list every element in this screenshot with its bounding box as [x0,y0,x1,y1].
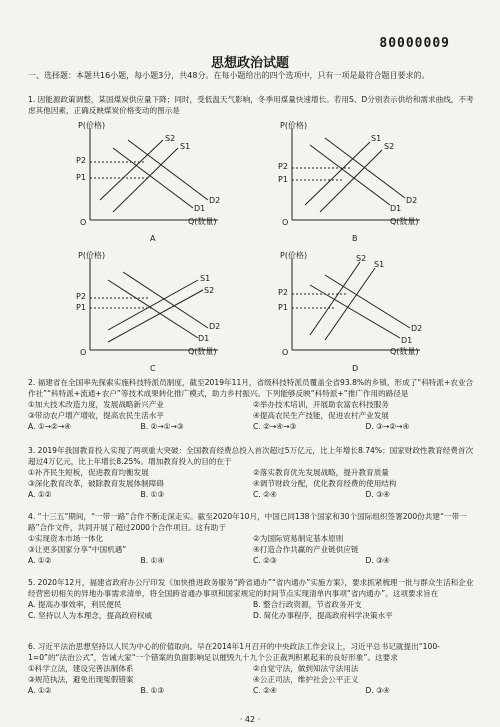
p1-label: P1 [278,175,288,184]
p2-label: P2 [76,292,86,301]
exam-code: 80000009 [379,36,450,51]
question-3 [28,445,478,500]
d2-label: D2 [209,196,221,205]
q4-option-c[interactable]: C. ②③ [253,556,277,565]
graph-a-svg [68,120,228,230]
s2-label: S2 [165,134,176,143]
page-number: · 42 · [239,715,261,724]
d1-label: D1 [401,336,413,345]
s1-label: S1 [200,274,211,283]
origin-label: O [80,348,87,357]
axis-q-label: Q(数量) [188,347,217,356]
q2-option-d[interactable]: D. ③→②→④ [365,422,410,431]
q3-option-a[interactable]: A. ①② [28,490,52,499]
section-heading: 一、选择题：本题共16小题，每小题3分，共48分。在每小题给出的四个选项中，只有一项是最符合题目要求的。 [28,71,430,80]
axis-p-label: P(价格) [78,121,106,130]
q6-item-3: ③规范执法，避免出现冤假错案 [28,675,134,684]
d1-label: D1 [390,204,402,213]
d1-label: D1 [198,334,210,343]
axis-p-label: P(价格) [280,121,308,130]
s2-label: S2 [204,286,215,295]
graph-a [68,120,228,230]
question-4-stem: 4. “十三五”期间，“一带一路”合作不断走深走实。截至2020年10月，中国已同138个国家和30个国际组织签署200份共建“一带一路”合作文件，共同开展了超过2000个合作项目。这有助于 [28,512,467,532]
q6-item-4: ④公正司法，维护社会公平正义 [253,675,359,684]
q6-option-d[interactable]: D. ③④ [365,686,390,695]
d2-label: D2 [411,324,423,333]
q3-item-3: ③深化教育改革，破除教育发展体制障碍 [28,479,164,488]
question-1 [28,94,478,116]
q2-option-a[interactable]: A. ①→②→④ [28,422,72,431]
axis-q-label: Q(数量) [390,347,419,356]
origin-label: O [282,218,289,227]
graph-a-caption: A [150,234,156,243]
q5-option-b[interactable]: B. 整合行政资源，节省政务开支 [253,600,362,609]
s1-label: S1 [374,260,385,269]
q2-option-c[interactable]: C. ②→④→③ [253,422,297,431]
s1-label: S1 [371,134,382,143]
q6-item-2: ②自觉守法，做到知法守法用法 [253,664,359,673]
axis-p-label: P(价格) [78,251,106,260]
question-1-stem: 1. 因能源政策调整，某国煤炭供应量下降；同时，受低温天气影响，冬季用煤量快速增长。若用S、D分别表示供给和需求曲线，不考虑其他因素，正确反映煤炭价格变动的图示是 [28,95,474,115]
q5-option-d[interactable]: D. 简化办事程序，提高政府科学决策水平 [253,611,393,620]
page-title: 思想政治试题 [210,56,289,71]
q2-option-b[interactable]: B. ②→①→③ [140,422,184,431]
p2-label: P2 [278,288,288,297]
p1-label: P1 [76,173,86,182]
q3-item-4: ④调节财政分配，优化教育经费的使用结构 [253,479,397,488]
question-3-stem: 3. 2019年我国教育投入实现了两项重大突破：全国教育经费总投入首次超过5万亿元，比上年增长8.74%；国家财政性教育经费首次超过4万亿元，比上年增长8.25%。增加教育投入的目的在于 [28,446,474,466]
axis-q-label: Q(数量) [390,217,419,226]
q2-item-3: ③带动农户增产增收，提高农民生活水平 [28,411,164,420]
q5-option-a[interactable]: A. 提高办事效率，利民便民 [28,600,122,609]
s1-label: S1 [180,142,191,151]
axis-q-label: Q(数量) [188,217,217,226]
q5-option-c[interactable]: C. 坚持以人为本理念，提高政府权威 [28,611,153,620]
q4-option-a[interactable]: A. ①② [28,556,52,565]
q6-option-b[interactable]: B. ①③ [140,686,165,695]
question-2 [28,377,478,432]
q3-item-2: ②落实教育优先发展战略，提升教育质量 [253,468,389,477]
q3-option-b[interactable]: B. ①③ [140,490,165,499]
d2-label: D2 [209,322,221,331]
d1-label: D1 [194,204,206,213]
question-6 [28,641,478,696]
q6-option-a[interactable]: A. ①② [28,686,52,695]
question-4 [28,511,478,566]
q4-item-4: ④打造合作共赢的产业链供应链 [253,545,359,554]
q4-option-b[interactable]: B. ①④ [140,556,165,565]
d2-label: D2 [406,196,418,205]
p1-label: P1 [76,303,86,312]
p1-label: P1 [278,303,288,312]
s2-label: S2 [384,142,395,151]
q4-item-1: ①实现资本市场一体化 [28,534,104,543]
graph-b-svg [270,120,430,230]
q3-item-1: ①补齐民生短板，促进教育均衡发展 [28,468,149,477]
question-5 [28,577,478,621]
graph-d [270,250,430,360]
graph-b-caption: B [352,234,358,243]
q4-option-d[interactable]: D. ③④ [365,556,390,565]
p2-label: P2 [76,156,86,165]
graph-c-caption: C [150,364,156,373]
origin-label: O [80,218,87,227]
question-2-stem: 2. 福建省在全国率先探索实施科技特派员制度，截至2019年11月，省级科技特派员覆盖全省93.8%的乡镇，形成了“科特派+农业合作社”“科特派+流通+农户”等技术成果转化推广模式，助力乡村振兴。下列能够反映“科特派+”推广作用的路径是 [28,378,474,398]
question-5-stem: 5. 2020年12月，福建省政府办公厅印发《加快推进政务服务“跨省通办”“省内通办”实施方案》，要求抓紧梳理一批与群众生活和企业经营密切相关的异地办事需求清单，将全国跨省通办事项和国家规定的时间节点实现清单内事项“省内通办”。这项要求旨在 [28,578,474,598]
graph-d-caption: D [352,364,359,373]
q4-item-2: ②为国际贸易制定基本原则 [253,534,344,543]
graph-c [68,250,228,360]
q2-item-1: ①加大技术改造力度，发展战略新兴产业 [28,400,164,409]
q6-item-1: ①科学立法，建设完善法制体系 [28,664,134,673]
question-6-stem: 6. 习近平法治思想坚持以人民为中心的价值取向。早在2014年1月召开的中央政法工作会议上，习近平总书记就提出“100-1=0”的“法治公式”，告诫大家“一个错案的负面影响足以摧毁九十九个公正裁判积累起来的良好形象”。这要求 [28,642,440,662]
axis-p-label: P(价格) [280,251,308,260]
q2-item-4: ④提高农民生产技能，促进农村产业发展 [253,411,389,420]
origin-label: O [282,348,289,357]
p2-label: P2 [278,162,288,171]
q4-item-3: ③让更多国家分享“中国机遇” [28,545,127,554]
graph-c-svg [68,250,228,360]
q3-option-c[interactable]: C. ②④ [253,490,277,499]
q6-option-c[interactable]: C. ②④ [253,686,277,695]
q3-option-d[interactable]: D. ③④ [365,490,390,499]
s2-label: S2 [356,254,367,263]
graph-b [270,120,430,230]
q2-item-2: ②举办技术培训，开展助农富农科技服务 [253,400,389,409]
